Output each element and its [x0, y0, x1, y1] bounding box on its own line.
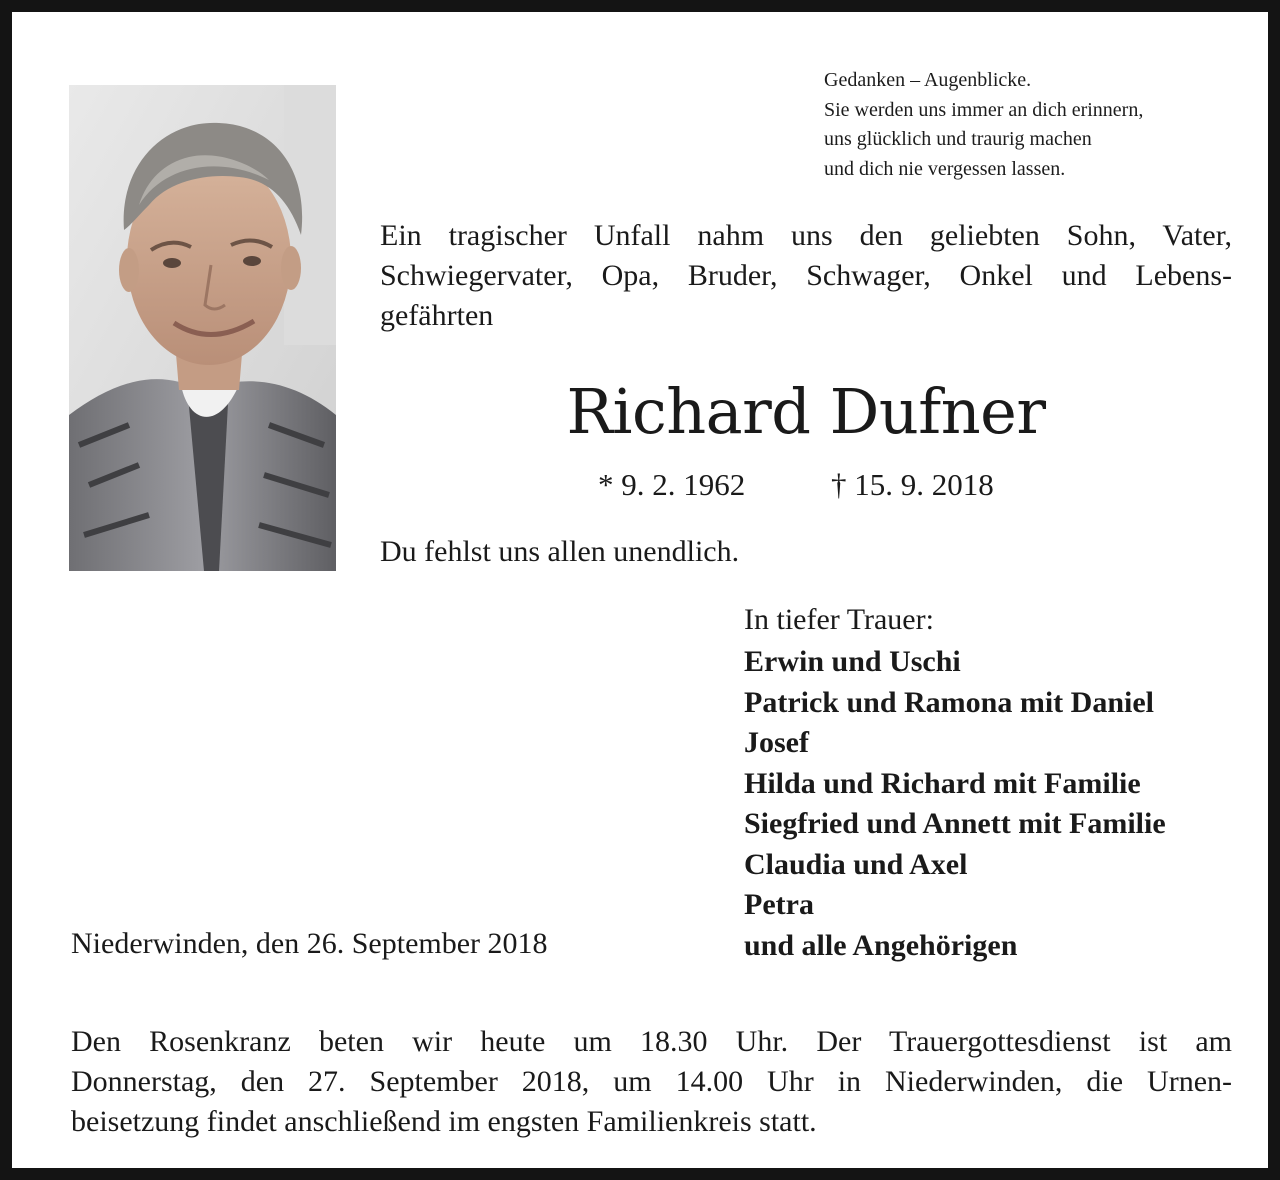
- mourner-name: Patrick und Ramona mit Daniel: [744, 685, 1155, 719]
- poem-line: Gedanken – Augenblicke.: [824, 69, 1032, 91]
- mourner-name: und alle Angehörigen: [744, 928, 1018, 962]
- mourners-list: [744, 642, 1264, 966]
- poem-line: und dich nie vergessen lassen.: [824, 157, 1066, 180]
- mourner-name: Hilda und Richard mit Familie: [744, 766, 1141, 800]
- footer-line: Den Rosenkranz beten wir heute um 18.30 Uhr. Der Trauergottesdienst ist am: [71, 1025, 1232, 1058]
- poem: [824, 66, 1264, 184]
- intro-line: Ein tragischer Unfall nahm uns den geliebten Sohn, Vater,: [380, 219, 1232, 252]
- portrait-illustration: [69, 85, 336, 571]
- mourner-name: Petra: [744, 888, 814, 921]
- footer-line: beisetzung findet anschließend im engsten Familienkreis statt.: [71, 1105, 817, 1138]
- deceased-name: Richard Dufner: [566, 375, 1046, 448]
- intro-line: gefährten: [380, 299, 494, 332]
- birth-date: * 9. 2. 1962: [598, 467, 746, 502]
- motto: Du fehlst uns allen unendlich.: [380, 535, 740, 568]
- mourner-name: Siegfried und Annett mit Familie: [744, 807, 1166, 840]
- poem-line: uns glücklich und traurig machen: [824, 128, 1092, 150]
- mourner-name: Claudia und Axel: [744, 847, 968, 881]
- intro-line: Schwiegervater, Opa, Bruder, Schwager, Onkel und Lebens-: [380, 259, 1232, 292]
- place-and-date: Niederwinden, den 26. September 2018: [71, 927, 548, 960]
- mourners-heading: In tiefer Trauer:: [744, 603, 934, 636]
- service-information: [71, 1022, 1232, 1142]
- mourner-name: Josef: [744, 726, 809, 759]
- intro-paragraph: [380, 216, 1232, 336]
- mourner-name: Erwin und Uschi: [744, 645, 961, 678]
- death-date: † 15. 9. 2018: [831, 467, 994, 502]
- footer-line: Donnerstag, den 27. September 2018, um 14.00 Uhr in Niederwinden, die Urnen-: [71, 1065, 1232, 1098]
- portrait-photo: [69, 85, 336, 571]
- poem-line: Sie werden uns immer an dich erinnern,: [824, 98, 1144, 121]
